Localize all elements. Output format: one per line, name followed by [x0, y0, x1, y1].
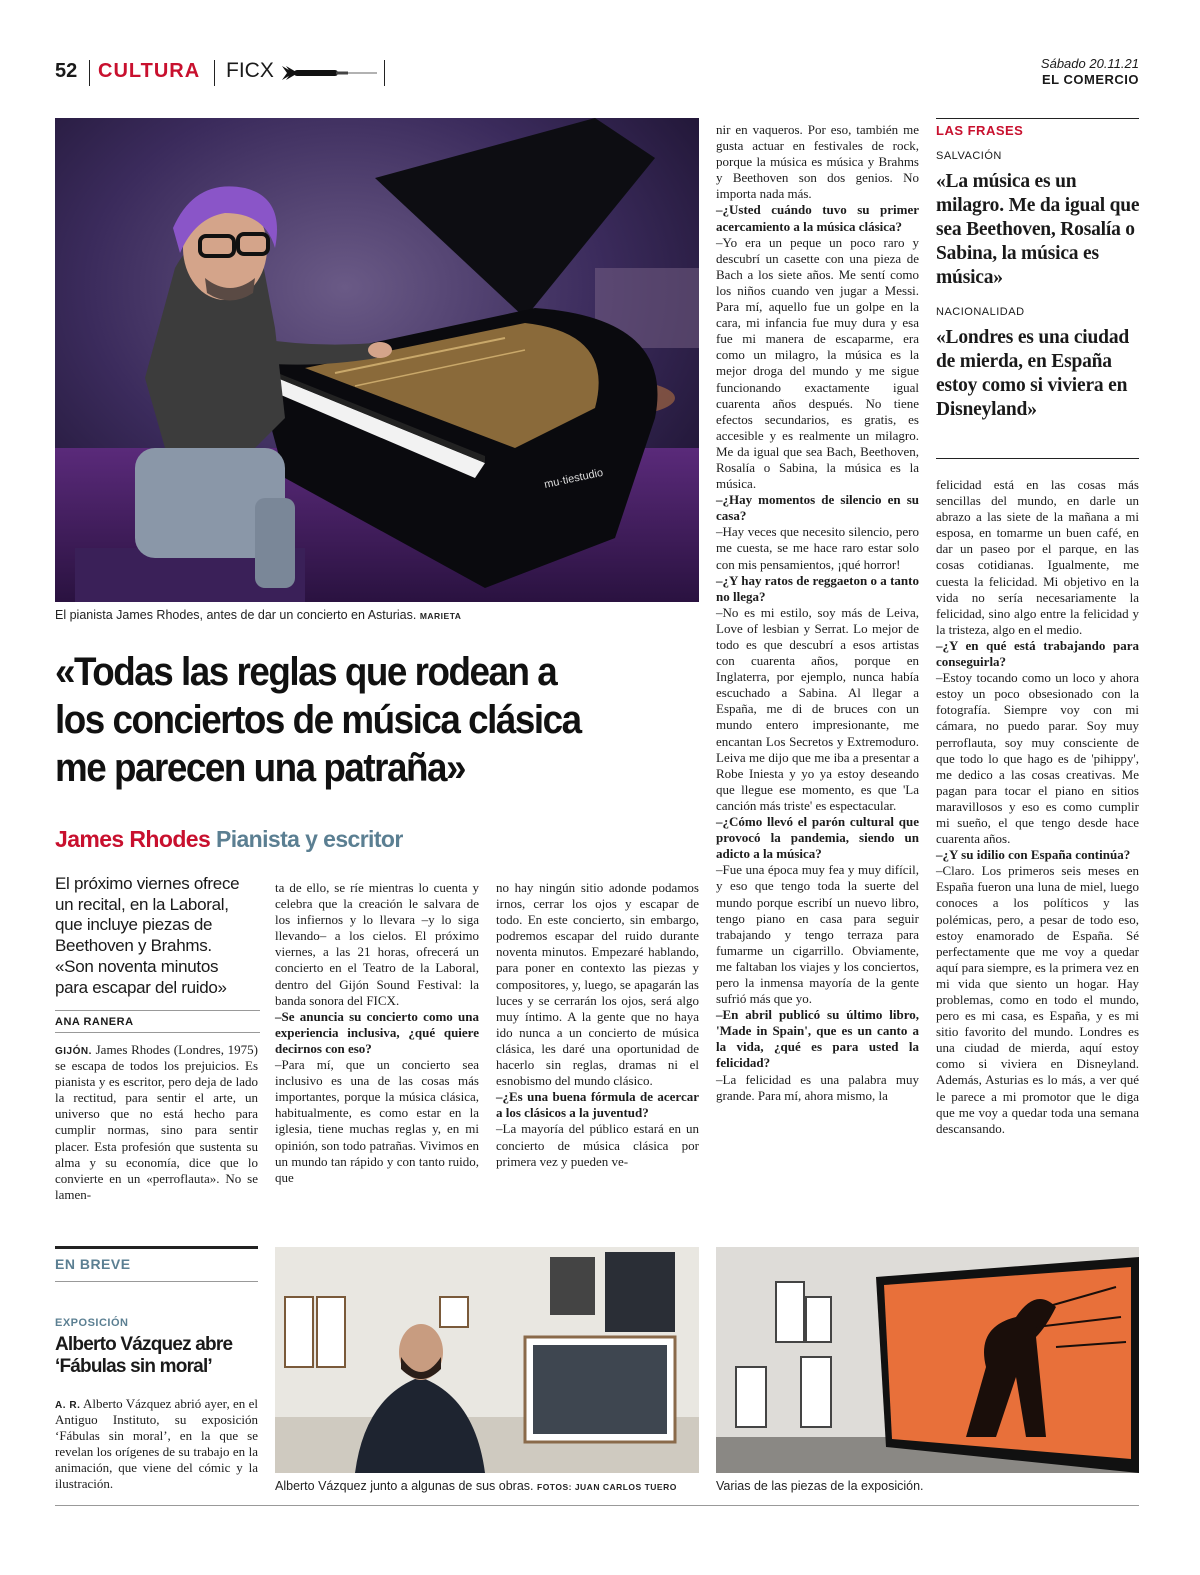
interview-answer: no hay ningún sitio adonde podamos irnos, cerrar los ojos y escapar de todo. En este concierto, sin embargo, podremos escapar del ruido durante noventa minutos. Empezaré hablando, para poner en contexto las piezas y compositores, y, luego, se apagarán las luces y se cerrarán los ojos, será algo muy íntimo. A la gente que no haya ido nunca a un concierto de música clásica, les daré una oportunidad de hacerlo sin reglas, dramas ni el esnobismo del mundo clásico. [496, 880, 699, 1089]
exhibition-photo-pieces [716, 1247, 1139, 1473]
interview-answer: –Estoy tocando como un loco y ahora estoy un poco obsesionado con la fotografía. Siempre voy con mi cámara, no puedo parar. Soy muy perroflauta, soy muy consciente de que todo lo que hago es de 'pihippy', me dedico a las cosas creativas. Me pagan para tocar el piano en sitios maravillosos y eso es como cumplir mi sueño, el que tengo desde hace cuarenta años. [936, 670, 1139, 847]
sidebar-top-rule [936, 118, 1139, 119]
divider [55, 1281, 258, 1282]
interview-question: –¿Usted cuándo tuvo su primer acercamiento a la música clásica? [716, 202, 919, 234]
issue-date: Sábado 20.11.21 [1040, 56, 1139, 71]
brief-body: A. R. Alberto Vázquez abrió ayer, en el Antiguo Instituto, su exposición ‘Fábulas sin moral’, en la que se revelan los orígenes de su trabajo en la animación, que viene del cómic y la ilustración. [55, 1396, 258, 1492]
initials-tag: A. R. [55, 1400, 81, 1411]
divider [55, 1032, 260, 1033]
quote-label: NACIONALIDAD [936, 306, 1025, 318]
interview-question: –¿Y hay ratos de reggaeton o a tanto no llega? [716, 572, 919, 604]
interview-question: –¿Y su idilio con España continúa? [936, 847, 1131, 863]
interview-answer: nir en vaqueros. Por eso, también me gusta actuar en festivales de rock, porque la música es música y Brahms y Beethoven son dos genios. No importa nada más. [716, 122, 919, 202]
dart-icon [280, 62, 380, 84]
interview-answer: –Yo era un peque un poco raro y descubrí un casette con una pieza de Bach a los siete años. Me sentí como los niños cuando ven jugar a Messi. Para mí, aquello fue un golpe en la cara, mi infancia fue muy dura y esa fue mi manera de escaparme, era como un milagro, la música es la mejor droga del mundo y me sigue funcionando exactamente igual cuarenta años después. No tiene efectos secundarios, es gratis, es accesible y es realmente un milagro. Me da igual que sea Bach, Beethoven, Rosalía o Sabina, la música es la música. [716, 234, 919, 492]
divider [55, 1010, 260, 1011]
article-column-4 [716, 122, 919, 1104]
interviewee-role: Pianista y escritor [215, 826, 403, 852]
article-lead: El próximo viernes ofrece un recital, en la Laboral, que incluye piezas de Beethoven y Brahms. «Son noventa minutos para escapar del ruido» [55, 874, 240, 997]
interview-answer: –La felicidad es una palabra muy grande. Para mí, ahora mismo, la [716, 1071, 919, 1103]
interview-answer: –Para mí, que un concierto sea inclusivo es una de las cosas más importantes, porque la música clásica, habitualmente, es como estar en la iglesia, tiene muchas reglas y, en mi opinión, son todo patrañas. Vivimos en un mundo tan rápido y con tanto ruido, que [275, 1057, 479, 1185]
subsection-name: FICX [226, 59, 274, 82]
en-breve-title: EN BREVE [55, 1256, 131, 1272]
brief-label: EXPOSICIÓN [55, 1317, 129, 1329]
interview-answer: –Fue una época muy fea y muy difícil, y eso que tengo toda la suerte del mundo porque escribí un nuevo libro, tengo piano en casa para seguir trabajando y tengo terraza para fumarme un cigarrillo. Obviamente, me faltaban los viajes y los conciertos, pero la inmensa mayoría de la gente sufrió más que yo. [716, 862, 919, 1007]
article-column-1: GIJÓN. James Rhodes (Londres, 1975) se escapa de todos los prejuicios. Es pianista y es escritor, pero deja de lado la rectitud, para sentir el arte, un universo que no está hecho para cumplir normas, sino para sentir placer. Esta profesión que sustenta su alma y su economía, dice que lo convierte en un «perroflauta». No se lamen- [55, 1042, 258, 1202]
article-headline: «Todas las reglas que rodean a los conciertos de música clásica me parecen una patraña» [55, 650, 581, 790]
interview-answer: ta de ello, se ríe mientras lo cuenta y celebra que la creación le salvara de los infiernos y lo llevara –y lo siga llevando– a los cielos. El próximo viernes, a las 21 horas, ofrecerá un concierto en el Teatro de la Laboral, dentro del Gijón Sound Festival: la banda sonora del FICX. [275, 880, 479, 1008]
interview-answer: –No es mi estilo, soy más de Leiva, Love of lesbian y Serrat. Lo mejor de todo es que descubrí a esos artistas con cuarenta años, porque en Inglaterra, por ejemplo, nunca había escuchado a Sabina. Al llegar a España, me di de bruces con un mundo entero impresionante, me encantan Los Secretos y Extremoduro. Leiva me dijo que me iba a presentar a Robe Iniesta y yo ya estoy deseando que llegue ese momento, es que 'La canción más triste' es espectacular. [716, 604, 919, 813]
brief-headline: Alberto Vázquez abre ‘Fábulas sin moral’ [55, 1334, 233, 1377]
interview-answer: felicidad está en las cosas más sencillas del mundo, en darle un abrazo a las siete de la mañana a mi esposa, en tomarme un buen café, en dar un paseo por el parque, en las cosas cotidianas. Igualmente, me cuesta la felicidad. Mi objetivo en la vida no sería necesariamente la felicidad, sino algo entre la felicidad y la tristeza, algo en el medio. [936, 477, 1139, 637]
photo-credit: MARIETA [419, 611, 462, 621]
publication-name: EL COMERCIO [1042, 72, 1139, 87]
main-photo-pianist [55, 118, 699, 602]
page-bottom-rule [55, 1505, 1139, 1506]
header-divider [214, 60, 215, 86]
author-name: ANA RANERA [55, 1016, 134, 1028]
en-breve-rule [55, 1246, 258, 1249]
sidebar-bottom-rule [936, 458, 1139, 459]
photo-credit: FOTOS: JUAN CARLOS TUERO [537, 1482, 677, 1492]
interview-answer: –Claro. Los primeros seis meses en España fueron una luna de miel, luego conoces a los políticos y las polémicas, pero, a pesar de todo eso, estoy enamorado de España. Sé perfectamente que me voy a quedar aquí para siempre, es la primera vez en mi vida que siento un hogar. Hay problemas, como en todo el mundo, pero es mi casa, es España, y es mi sitio favorito del mundo. Londres es una ciudad de mierda, aquí estoy como si viviera en Disneyland. Además, Asturias es lo más, a ver qué le parece a mi promotor que le diga que me voy a quedar toda una semana descansando. [936, 863, 1139, 1136]
interview-question: –¿Es una buena fórmula de acercar a los clásicos a la juventud? [496, 1089, 699, 1121]
interview-question: –Se anuncia su concierto como una experiencia inclusiva, ¿qué quiere decirnos con eso? [275, 1008, 479, 1056]
quote-text: «Londres es una ciudad de mierda, en España estoy como si viviera en Disneyland» [936, 327, 1130, 420]
interview-question: –¿Cómo llevó el parón cultural que provocó la pandemia, siendo un adicto a la música? [716, 814, 919, 862]
header-divider [384, 60, 385, 86]
article-column-5 [936, 477, 1139, 1137]
location-tag: GIJÓN. [55, 1046, 92, 1057]
article-column-2 [275, 880, 479, 1186]
interviewee-name: James Rhodes [55, 826, 211, 852]
header-divider [89, 60, 90, 86]
interview-question: –¿Y en qué está trabajando para conseguirla? [936, 637, 1139, 670]
quote-label: SALVACIÓN [936, 150, 1002, 162]
interview-answer: –La mayoría del público estará en un concierto de música clásica por primera vez y pueden ve- [496, 1121, 699, 1169]
page-number: 52 [55, 60, 78, 82]
quotes-title: LAS FRASES [936, 123, 1024, 138]
quote-text: «La música es un milagro. Me da igual que sea Beethoven, Rosalía o Sabina, la música es música» [936, 171, 1140, 288]
piano-brand: mu·tiestudio [543, 466, 605, 491]
interview-question: –¿Hay momentos de silencio en su casa? [716, 492, 919, 524]
photo2-caption: Alberto Vázquez junto a algunas de sus obras. FOTOS: JUAN CARLOS TUERO [275, 1479, 677, 1493]
section-name: CULTURA [98, 60, 201, 82]
interview-answer: –Hay veces que necesito silencio, pero me cuesta, se me hace raro estar solo con mis pensamientos, ¡qué horror! [716, 524, 919, 572]
byline [55, 826, 403, 853]
photo3-caption: Varias de las piezas de la exposición. [716, 1479, 924, 1493]
exhibition-photo-artist [275, 1247, 699, 1473]
article-column-3 [496, 880, 699, 1170]
main-photo-caption: El pianista James Rhodes, antes de dar un concierto en Asturias. MARIETA [55, 608, 462, 622]
interview-question: –En abril publicó su último libro, 'Made in Spain', que es un canto a la vida, ¿qué es para usted la felicidad? [716, 1007, 919, 1071]
